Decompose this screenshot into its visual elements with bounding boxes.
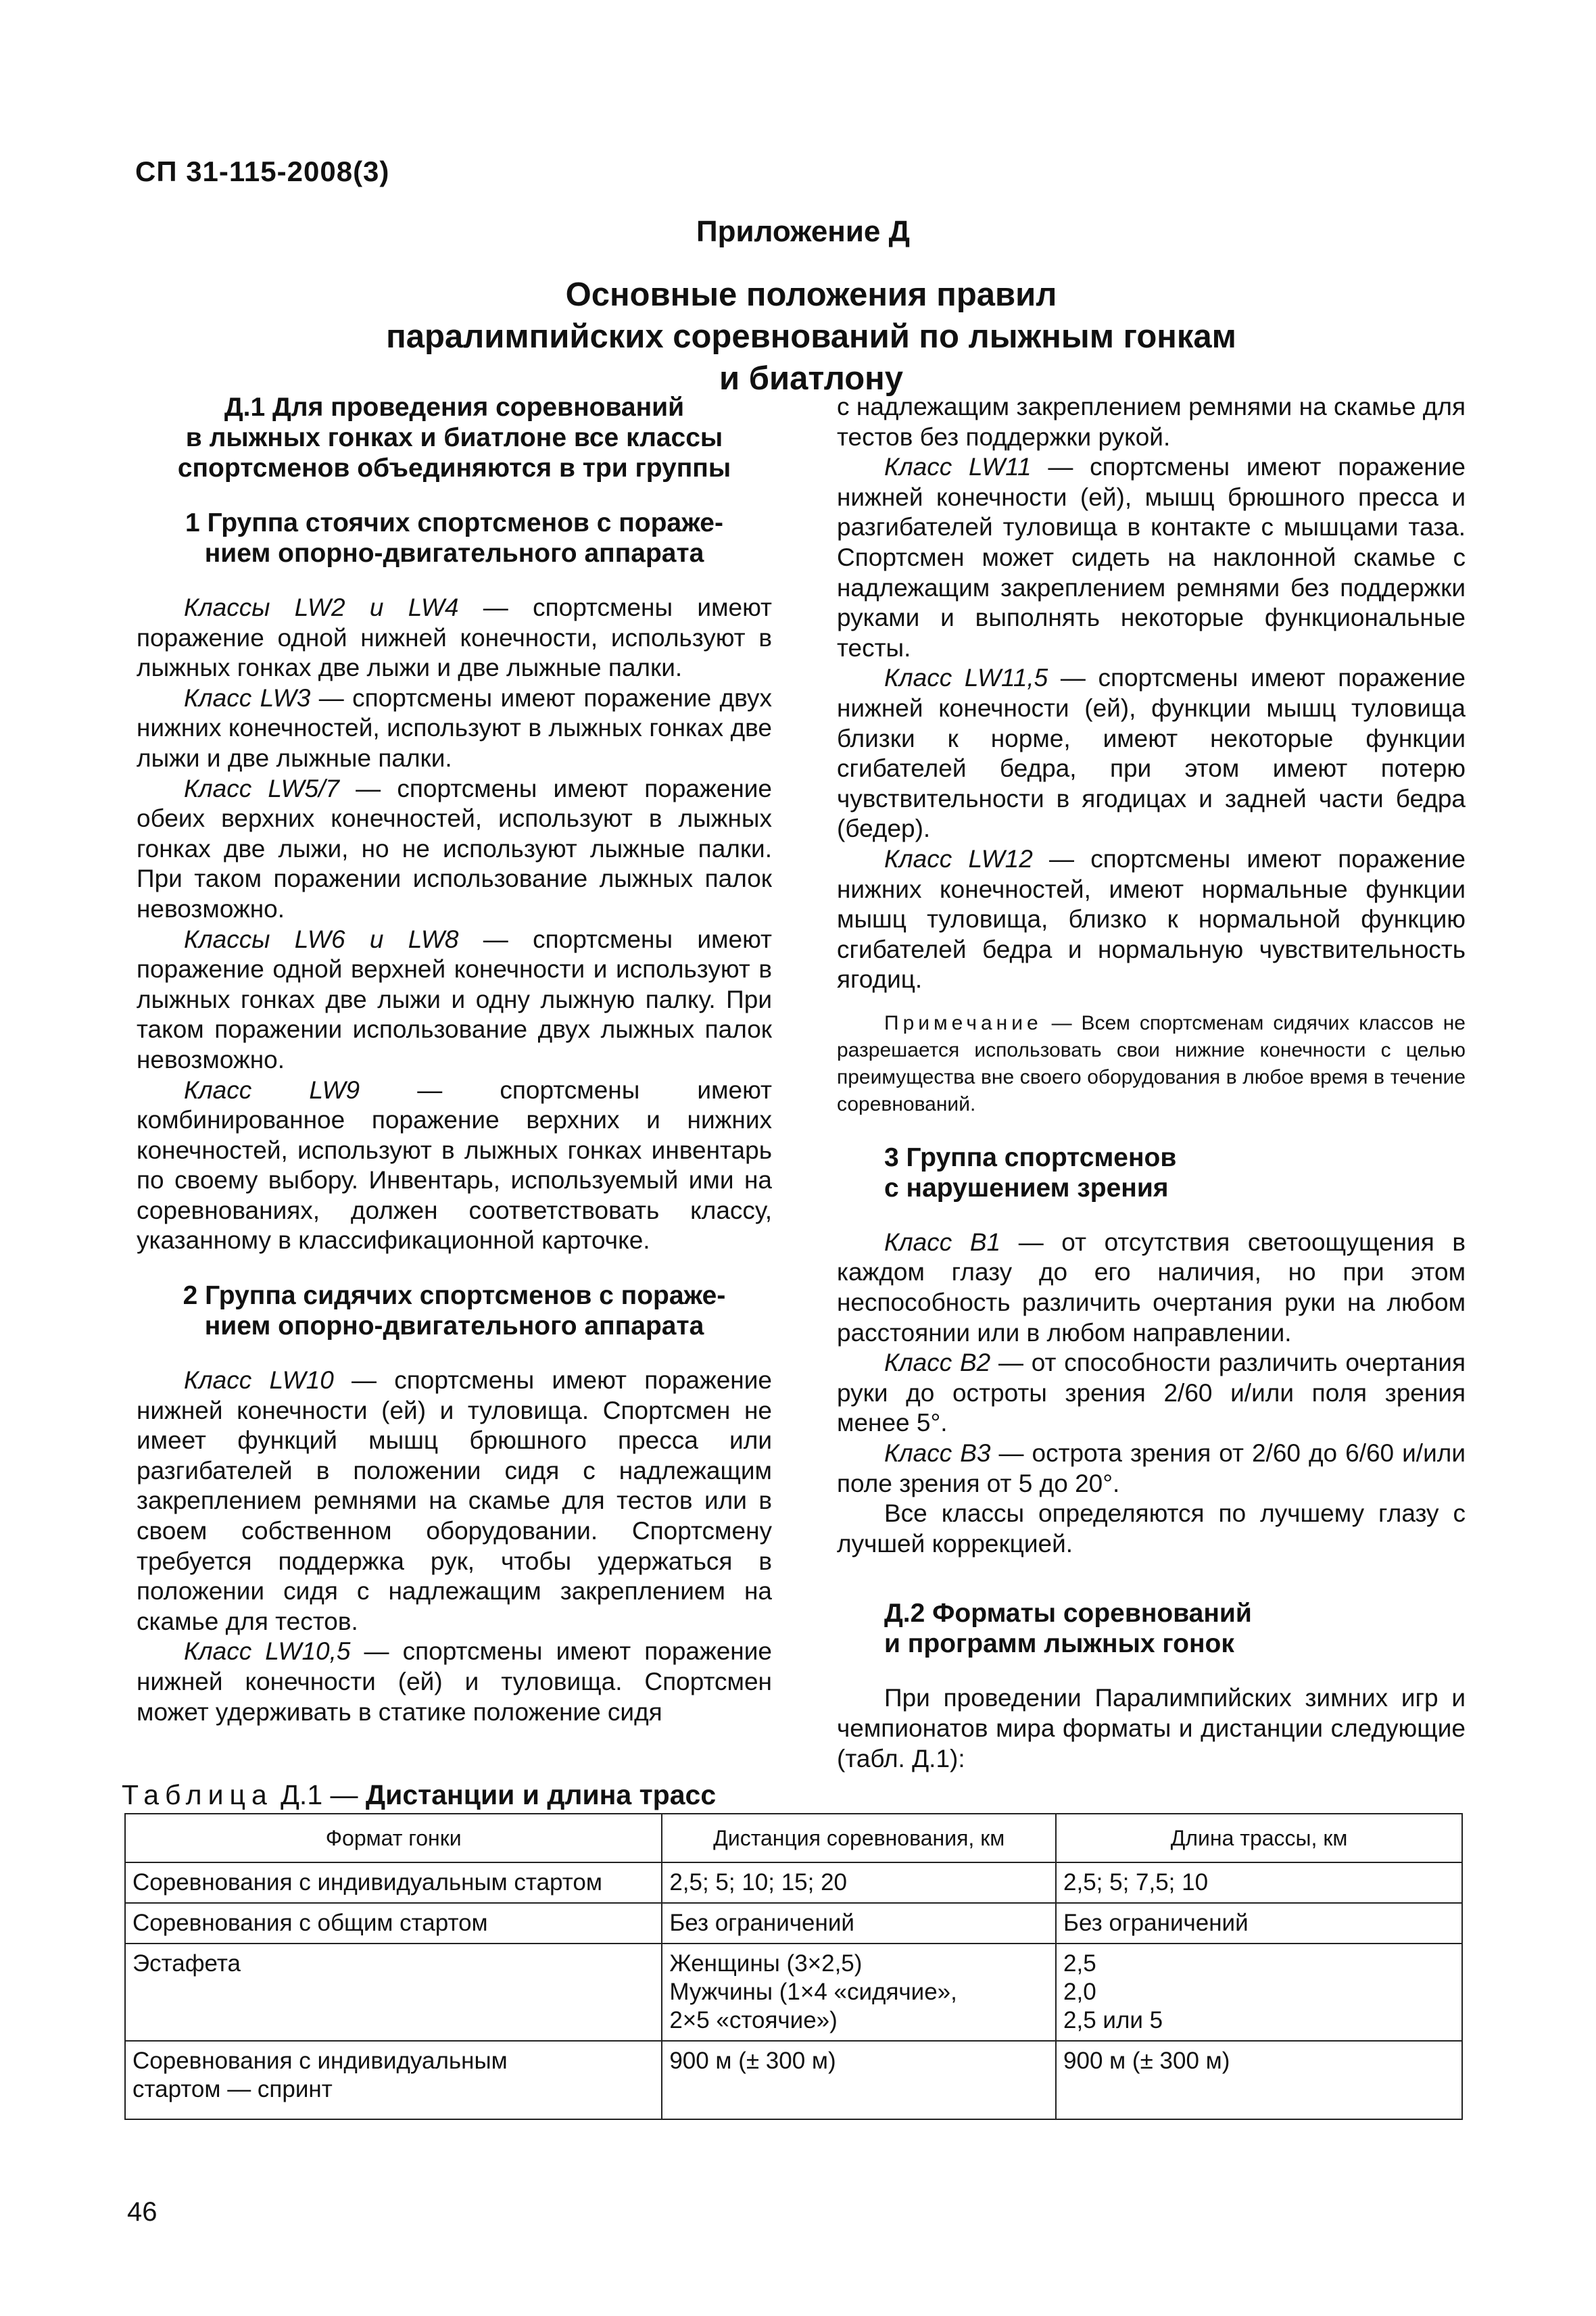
- class-text: — спортсмены имеют поражение нижней конечности (ей) и туловища. Спортсмен может удерживать в статике положение сидя: [137, 1637, 772, 1726]
- class-name: Класс В3: [884, 1439, 991, 1468]
- class-paragraph: [137, 1637, 772, 1727]
- class-paragraph: [137, 593, 772, 683]
- table-cell: [125, 1903, 662, 1944]
- table-row: [125, 1862, 1462, 1903]
- table-cell: [662, 1903, 1056, 1944]
- cell-line: 2,5 или 5: [1063, 2007, 1163, 2033]
- cell-line: 2,5; 5; 10; 15; 20: [669, 1869, 848, 1896]
- heading-line: в лыжных гонках и биатлоне все классы: [185, 423, 723, 452]
- class-name: Класс В2: [884, 1349, 991, 1377]
- cell-line: 900 м (± 300 м): [1063, 2048, 1230, 2074]
- class-name: Класс LW10: [184, 1366, 334, 1395]
- heading-line: нием опорно-двигательного аппарата: [204, 1311, 704, 1341]
- cell-line: Мужчины (1×4 «сидячие»,: [669, 1979, 957, 2005]
- heading-line: с нарушением зрения: [884, 1173, 1169, 1203]
- table-word: Таблица: [122, 1779, 273, 1810]
- class-paragraph: [837, 452, 1466, 663]
- table-cell: [125, 1862, 662, 1903]
- table-cell: [1056, 2041, 1462, 2119]
- note-label: Примечание: [884, 1011, 1042, 1034]
- page-number: 46: [127, 2197, 158, 2227]
- cell-line: Без ограничений: [1063, 1910, 1249, 1936]
- class-paragraph: [137, 1366, 772, 1637]
- class-paragraph: [137, 1076, 772, 1257]
- table-header-row: [125, 1814, 1462, 1862]
- cell-line: 2×5 «стоячие»): [669, 2007, 838, 2033]
- final-paragraph: Все классы определяются по лучшему глазу с лучшей коррекцией.: [837, 1499, 1466, 1558]
- class-name: Классы LW6 и LW8: [184, 925, 459, 953]
- column-header: Длина трассы, км: [1056, 1814, 1462, 1862]
- class-paragraph: [137, 683, 772, 774]
- heading-line: Д.2 Форматы соревнований: [884, 1599, 1252, 1629]
- cell-line: 2,5; 5; 7,5; 10: [1063, 1869, 1209, 1896]
- cell-line: Эстафета: [132, 1950, 241, 1977]
- class-name: Класс LW3: [184, 683, 311, 712]
- class-text: — спортсмены имеют поражение нижней конечности (ей), функции мышц туловища близки к норме, имеют некоторые функции сгибателей бедра, при этом имеют потерю чувствительности в ягодицах и задней части бедра (бедер).: [837, 664, 1466, 843]
- class-paragraph: [837, 663, 1466, 844]
- right-column: [837, 392, 1466, 1774]
- class-name: Класс LW12: [884, 844, 1033, 873]
- cell-line: Соревнования с индивидуальным: [132, 2048, 508, 2074]
- class-text: — спортсмены имеют поражение нижней конечности (ей), мышц брюшного пресса и разгибателей туловища в контакте с мышцами таза. Спортсмен может сидеть на наклонной скамье с надлежащим закреплением ремнями без поддержки руками и выполнять некоторые функциональные тесты.: [837, 453, 1466, 662]
- heading-line: спортсменов объединяются в три группы: [177, 454, 731, 483]
- cell-line: Соревнования с общим стартом: [132, 1910, 488, 1936]
- table-cell: [1056, 1903, 1462, 1944]
- class-name: Класс LW5/7: [184, 774, 339, 802]
- note: [837, 1010, 1466, 1118]
- class-name: Класс LW11,5: [884, 664, 1048, 692]
- class-text: — острота зрения от 2/60 до 6/60 и/или поле зрения от 5 до 20°.: [837, 1439, 1466, 1497]
- section-d1-heading: [137, 392, 772, 483]
- class-text: — спортсмены имеют поражение двух нижних конечностей, используют в лыжных гонках две лыжи и две лыжные палки.: [137, 683, 772, 772]
- table-cell: [125, 1944, 662, 2041]
- title-line: паралимпийских соревнований по лыжным гонкам: [386, 318, 1236, 355]
- class-text: — спортсмены имеют поражение одной нижней конечности, используют в лыжных гонках две лыжи и две лыжные палки.: [137, 594, 772, 682]
- heading-line: и программ лыжных гонок: [884, 1629, 1234, 1659]
- continued-paragraph: с надлежащим закреплением ремнями на скамье для тестов без поддержки рукой.: [837, 393, 1466, 451]
- table-cell: [662, 1944, 1056, 2041]
- class-text: — спортсмены имеют поражение обеих верхних конечностей, используют в лыжных гонках две лыжи, но не используют лыжные палки. При таком поражении использование лыжных палок невозможно.: [137, 774, 772, 923]
- class-text: — спортсмены имеют поражение одной верхней конечности и используют в лыжных гонках две лыжи и одну лыжную палку. При таком поражении использование двух лыжных палок невозможно.: [137, 925, 772, 1073]
- group2-heading: [137, 1280, 772, 1341]
- left-column: [137, 392, 772, 1727]
- group1-heading: [137, 508, 772, 569]
- table-caption: [122, 1779, 716, 1811]
- class-text: — от отсутствия светоощущения в каждом глазу до его наличия, но при этом неспособность различить очертания руки на любом расстоянии или в любом направлении.: [837, 1228, 1466, 1347]
- group3-heading: [837, 1142, 1466, 1203]
- cell-line: Соревнования с индивидуальным стартом: [132, 1869, 602, 1896]
- table-cell: [662, 2041, 1056, 2119]
- heading-line: 2 Группа сидячих спортсменов с пораже-: [183, 1281, 726, 1311]
- class-paragraph: [837, 844, 1466, 995]
- table-row: [125, 1903, 1462, 1944]
- class-text: — спортсмены имеют поражение нижних конечностей, имеют нормальные функции мышц туловища, близко к нормальной функцию сгибателей бедра и нормальную чувствительность ягодиц.: [837, 844, 1466, 994]
- table-cell: [1056, 1862, 1462, 1903]
- table-cell: [662, 1862, 1056, 1903]
- cell-line: 900 м (± 300 м): [669, 2048, 836, 2074]
- table-row: [125, 2041, 1462, 2119]
- class-paragraph: [137, 925, 772, 1076]
- cell-line: Женщины (3×2,5): [669, 1950, 863, 1977]
- title-line: и биатлону: [719, 360, 903, 397]
- note-text: — Всем спортсменам сидячих классов не разрешается использовать свои нижние конечности с целью преимущества вне своего оборудования в любое время в течение соревнований.: [837, 1011, 1466, 1115]
- appendix-label: Приложение Д: [696, 215, 910, 248]
- class-paragraph: [837, 1228, 1466, 1348]
- title-line: Основные положения правил: [565, 276, 1057, 313]
- document-code: СП 31-115-2008(3): [135, 155, 390, 187]
- heading-line: 1 Группа стоячих спортсменов с пораже-: [185, 508, 723, 537]
- distances-table: [124, 1813, 1463, 2120]
- column-header: Дистанция соревнования, км: [662, 1814, 1056, 1862]
- table-title: Дистанции и длина трасс: [365, 1779, 717, 1810]
- class-paragraph: [837, 1348, 1466, 1439]
- class-text: — спортсмены имеют комбинированное поражение верхних и нижних конечностей, используют в лыжных гонках инвентарь по своему выбору. Инвентарь, используемый ими на соревнованиях, должен соответствовать классу, указанному в классификационной карточке.: [137, 1076, 772, 1255]
- cell-line: 2,5: [1063, 1950, 1096, 1977]
- cell-line: стартом — спринт: [132, 2076, 333, 2102]
- table-row: [125, 1944, 1462, 2041]
- class-name: Класс LW11: [884, 453, 1032, 481]
- table-cell: [1056, 1944, 1462, 2041]
- table-number: Д.1 —: [272, 1779, 366, 1810]
- heading-line: Д.1 Для проведения соревнований: [224, 393, 685, 422]
- class-name: Класс В1: [884, 1228, 1001, 1256]
- class-text: — спортсмены имеют поражение нижней конечности (ей) и туловища. Спортсмен не имеет функций мышц брюшного пресса или разгибателей в положении сидя с надлежащим закреплением ремнями на скамье для тестов или в своем собственном оборудовании. Спортсмену требуется поддержка рук, чтобы удержаться в положении сидя с надлежащим закреплением на скамье для тестов.: [137, 1366, 772, 1635]
- class-paragraph: [837, 1439, 1466, 1499]
- class-name: Классы LW2 и LW4: [184, 594, 459, 621]
- section-d2-heading: [837, 1598, 1466, 1659]
- class-name: Класс LW9: [184, 1076, 360, 1104]
- cell-line: 2,0: [1063, 1979, 1096, 2005]
- page-title: [311, 274, 1311, 400]
- class-text: — от способности различить очертания руки до остроты зрения 2/60 и/или поля зрения менее 5°.: [837, 1349, 1466, 1437]
- class-name: Класс LW10,5: [184, 1637, 351, 1666]
- table-cell: [125, 2041, 662, 2119]
- column-header: Формат гонки: [125, 1814, 662, 1862]
- cell-line: Без ограничений: [669, 1910, 854, 1936]
- class-paragraph: [137, 774, 772, 925]
- section-d2-paragraph: При проведении Паралимпийских зимних игр и чемпионатов мира форматы и дистанции следующие (табл. Д.1):: [837, 1684, 1466, 1772]
- heading-line: 3 Группа спортсменов: [884, 1142, 1177, 1172]
- heading-line: нием опорно-двигательного аппарата: [204, 539, 704, 568]
